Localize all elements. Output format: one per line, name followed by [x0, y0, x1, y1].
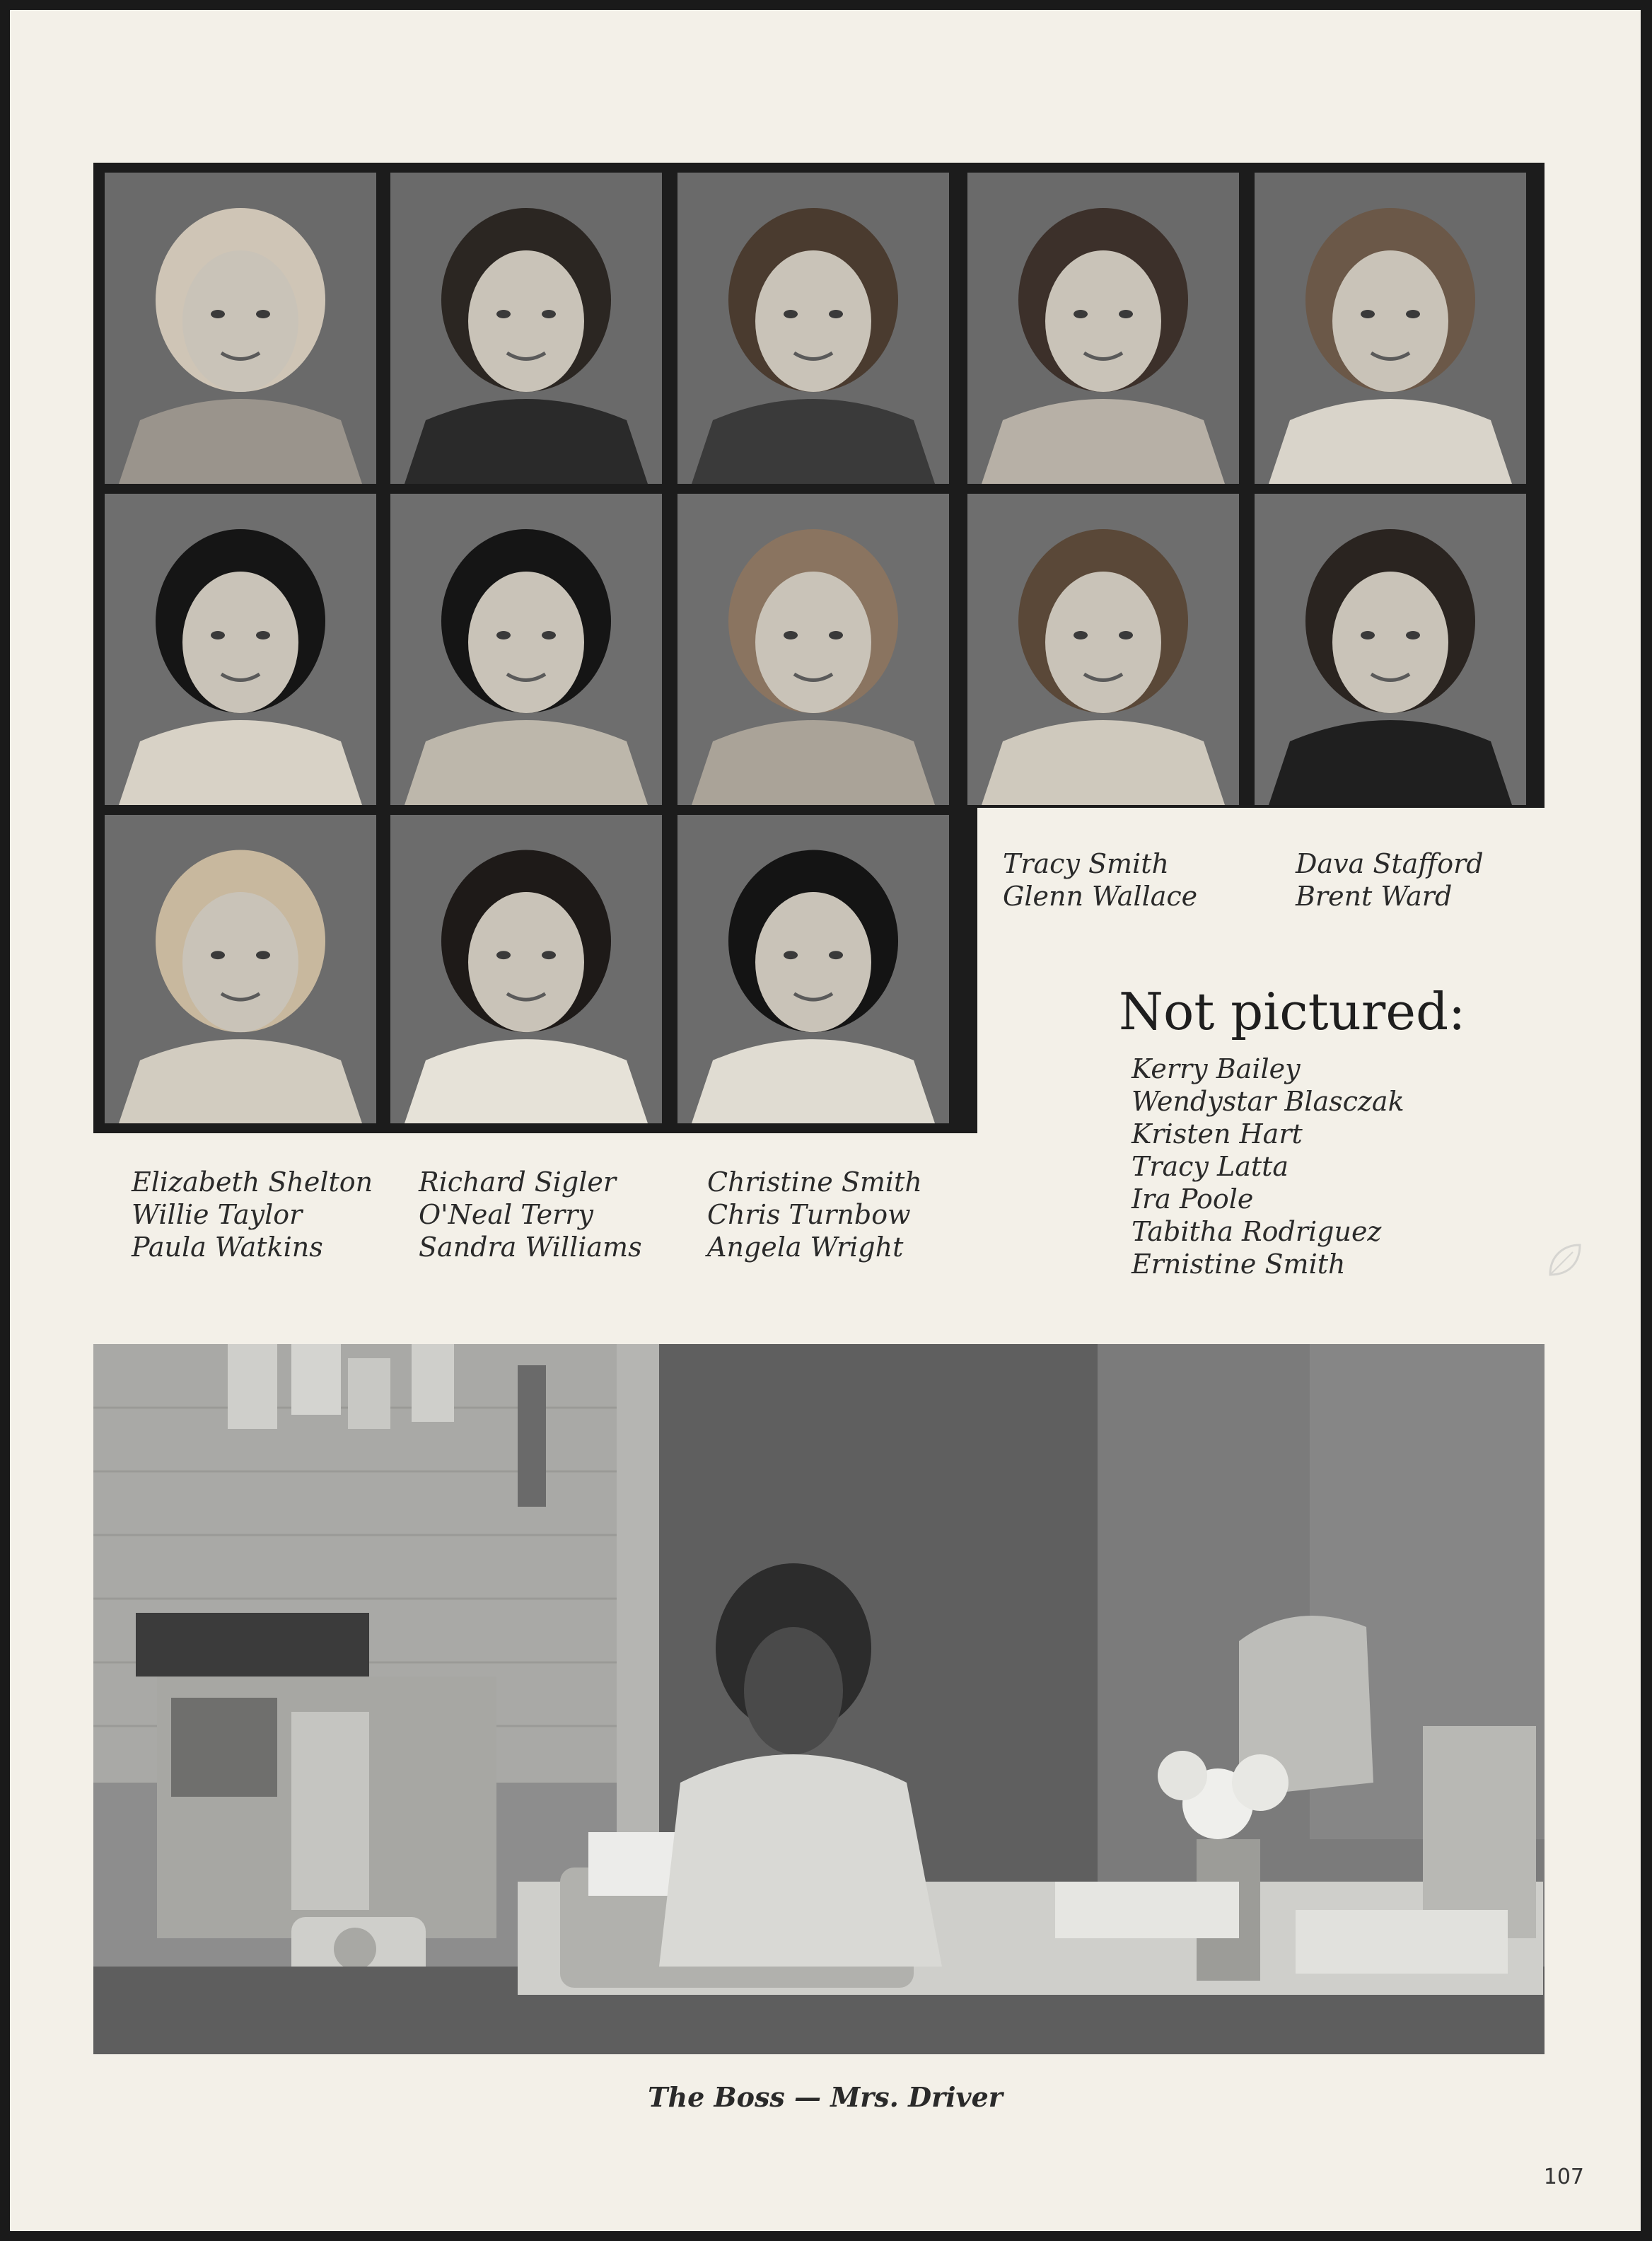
caption-name: Brent Ward — [1296, 881, 1453, 912]
student-portrait — [390, 494, 662, 805]
caption-name: Christine Smith — [707, 1166, 922, 1198]
student-portrait — [105, 173, 376, 484]
office-photo — [93, 1344, 1545, 2054]
student-portrait — [967, 173, 1239, 484]
caption-name: Glenn Wallace — [1003, 881, 1198, 912]
not-pictured-name: Ernistine Smith — [1132, 1249, 1346, 1280]
office-photo-caption: The Boss — Mrs. Driver — [648, 2081, 1003, 2113]
student-portrait — [1255, 173, 1526, 484]
not-pictured-list — [1132, 1053, 1404, 1280]
caption-name: Richard Sigler — [419, 1166, 617, 1198]
caption-name: Angela Wright — [707, 1232, 904, 1263]
not-pictured-title: Not pictured: — [1119, 982, 1466, 1041]
caption-name: Elizabeth Shelton — [132, 1166, 373, 1198]
student-portrait — [677, 815, 949, 1123]
caption-name: Sandra Williams — [419, 1232, 642, 1263]
not-pictured-name: Tracy Latta — [1132, 1151, 1289, 1182]
caption-name: Paula Watkins — [132, 1232, 323, 1263]
student-portrait — [105, 815, 376, 1123]
office-photo-illustration — [93, 1344, 1545, 2054]
student-portrait — [105, 494, 376, 805]
student-portrait — [967, 494, 1239, 805]
caption-right-col2 — [1296, 847, 1484, 913]
caption-bottom-col2 — [419, 1166, 642, 1263]
student-portrait — [390, 173, 662, 484]
caption-name: Willie Taylor — [132, 1199, 303, 1230]
student-portrait — [677, 494, 949, 805]
not-pictured-name: Ira Poole — [1132, 1183, 1254, 1215]
not-pictured-name: Kristen Hart — [1132, 1118, 1303, 1150]
not-pictured-name: Wendystar Blasczak — [1132, 1086, 1404, 1117]
yearbook-page — [10, 10, 1641, 2231]
not-pictured-name: Kerry Bailey — [1132, 1053, 1301, 1084]
caption-name: Tracy Smith — [1003, 848, 1169, 879]
caption-name: O'Neal Terry — [419, 1199, 593, 1230]
caption-name: Dava Stafford — [1296, 848, 1484, 879]
caption-bottom-col1 — [132, 1166, 373, 1263]
student-portrait — [1255, 494, 1526, 805]
student-portrait — [390, 815, 662, 1123]
caption-name: Chris Turnbow — [707, 1199, 911, 1230]
not-pictured-name: Tabitha Rodriguez — [1132, 1216, 1382, 1247]
caption-bottom-col3 — [707, 1166, 922, 1263]
student-portrait — [677, 173, 949, 484]
page-number: 107 — [1543, 2165, 1584, 2189]
leaf-icon — [1545, 1241, 1584, 1280]
caption-right-col1 — [1003, 847, 1197, 913]
